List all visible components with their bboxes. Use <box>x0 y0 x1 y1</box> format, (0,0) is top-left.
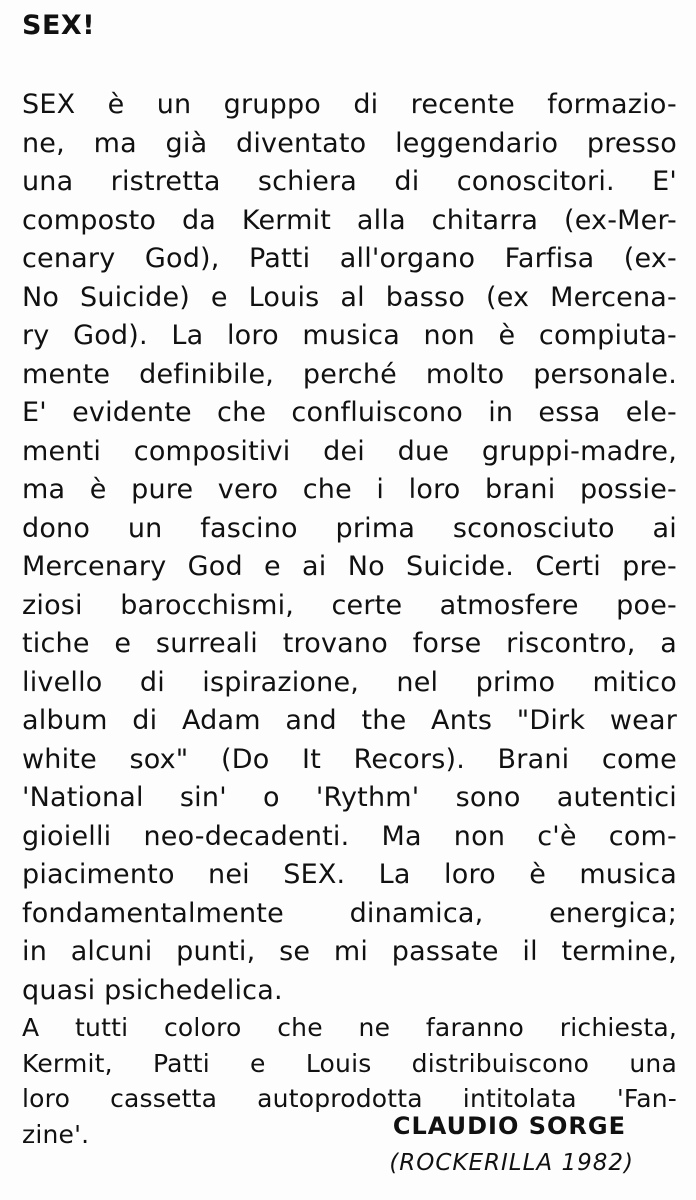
text-line: ma è pure vero che i loro brani possie- <box>22 474 677 505</box>
text-line: fondamentalmente dinamica, energica; <box>22 897 677 929</box>
text-line: album di Adam and the Ants "Dirk wear <box>22 705 677 736</box>
text-line: loro cassetta autoprodotta intitolata 'Fan- <box>22 1084 677 1113</box>
text-line: A tutti coloro che ne faranno richiesta, <box>22 1013 677 1042</box>
text-line: piacimento nei SEX. La loro è musica <box>22 859 677 890</box>
text-line: Kermit, Patti e Louis distribuiscono una <box>22 1048 677 1078</box>
text-line: composto da Kermit alla chitarra (ex-Mer- <box>22 204 677 236</box>
text-line: tiche e surreali trovano forse riscontro, a <box>22 628 677 659</box>
text-line: ne, ma già diventato leggendario presso <box>22 127 677 159</box>
text-line: mente definibile, perché molto personale. <box>22 358 677 390</box>
text-line: ziosi barocchismi, certe atmosfere poe- <box>22 589 677 621</box>
text-line: zine'. <box>22 1119 90 1149</box>
source-citation: (ROCKERILLA 1982) <box>389 1150 634 1176</box>
text-line: SEX è un gruppo di recente formazio- <box>22 89 677 120</box>
text-line: in alcuni punti, se mi passate il termine, <box>22 936 677 967</box>
text-line: white sox" (Do It Recors). Brani come <box>22 743 677 775</box>
text-line: ry God). La loro musica non è compiuta- <box>22 320 677 351</box>
text-line: Mercenary God e ai No Suicide. Certi pre- <box>22 551 677 582</box>
paragraph-main <box>22 86 677 1010</box>
text-line: cenary God), Patti all'organo Farfisa (ex- <box>22 243 677 274</box>
text-line: E' evidente che confluiscono in essa ele- <box>22 397 677 428</box>
author-signature: CLAUDIO SORGE <box>392 1112 626 1140</box>
article-body <box>22 86 677 1152</box>
text-line: 'National sin' o 'Rythm' sono autentici <box>22 782 677 813</box>
text-line: No Suicide) e Louis al basso (ex Mercena- <box>22 281 677 313</box>
article-title: SEX! <box>22 10 96 41</box>
text-line: menti compositivi dei due gruppi-madre, <box>22 435 677 467</box>
text-line: livello di ispirazione, nel primo mitico <box>22 666 677 698</box>
text-line: una ristretta schiera di conoscitori. E' <box>22 166 677 197</box>
text-line: dono un fascino prima sconosciuto ai <box>22 512 677 544</box>
text-line: gioielli neo-decadenti. Ma non c'è com- <box>22 820 677 852</box>
text-line: quasi psichedelica. <box>22 974 283 1006</box>
